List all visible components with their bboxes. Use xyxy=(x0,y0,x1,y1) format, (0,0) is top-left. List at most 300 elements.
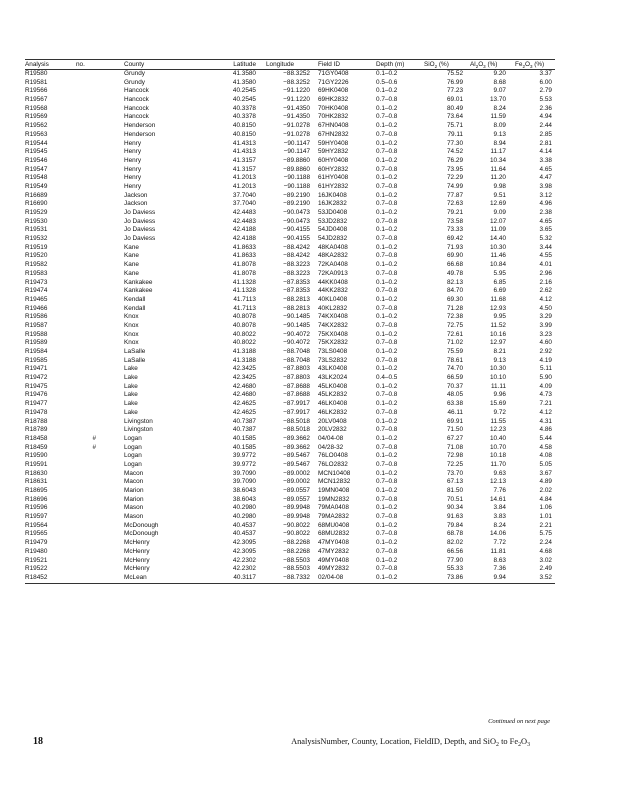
cell-depth: 0.1–0.2 xyxy=(376,469,398,477)
cell-analysis: R18458 xyxy=(25,434,48,442)
cell-fe2o3: 3.02 xyxy=(539,556,552,564)
cell-fe2o3: 2.16 xyxy=(539,278,552,286)
cell-longitude: −89.8860 xyxy=(283,165,310,173)
cell-field-id: 20LV0408 xyxy=(318,417,347,425)
cell-sio2: 68.78 xyxy=(447,530,463,538)
cell-county: Grundy xyxy=(124,78,145,86)
cell-fe2o3: 4.89 xyxy=(539,478,552,486)
cell-no xyxy=(76,70,124,79)
cell-county: Lake xyxy=(124,400,138,408)
cell-fe2o3: 2.02 xyxy=(539,487,552,494)
table-row xyxy=(25,418,555,427)
cell-fe2o3: 1.01 xyxy=(539,513,552,521)
table-row xyxy=(25,174,555,183)
cell-fe2o3: 4.65 xyxy=(539,165,552,173)
cell-sio2: 77.90 xyxy=(447,556,463,564)
cell-field-id: 76LO2832 xyxy=(318,460,348,468)
cell-county: Hancock xyxy=(124,96,149,104)
cell-fe2o3: 4.09 xyxy=(539,382,552,390)
cell-field-id: 68MU0408 xyxy=(318,521,350,529)
cell-county: Mason xyxy=(124,513,144,521)
cell-analysis: R19566 xyxy=(25,87,48,95)
cell-longitude: −90.1485 xyxy=(283,313,310,321)
cell-al2o3: 9.94 xyxy=(470,574,515,583)
cell-analysis: R19591 xyxy=(25,460,48,468)
cell-analysis: R19548 xyxy=(25,174,48,182)
cell-field-id: MCN10408 xyxy=(318,469,351,477)
header-al2o3-text: Al xyxy=(470,61,476,68)
table-row xyxy=(25,183,555,192)
cell-analysis: R18695 xyxy=(25,487,48,494)
cell-field-id: 53JD0408 xyxy=(318,209,348,216)
table-row xyxy=(25,322,555,331)
cell-county: Lake xyxy=(124,391,138,399)
cell-fe2o3: 4.60 xyxy=(539,339,552,347)
cell-field-id: 74KX0408 xyxy=(318,313,348,321)
cell-field-id: 69HK2832 xyxy=(318,96,349,104)
cell-no xyxy=(76,296,124,305)
cell-depth: 0.1–0.2 xyxy=(376,122,398,130)
cell-latitude: 42.3425 xyxy=(232,365,256,373)
table-row xyxy=(25,331,555,340)
cell-al2o3: 6.69 xyxy=(493,287,506,295)
cell-depth: 0.7–0.8 xyxy=(376,304,398,312)
cell-latitude: 40.2980 xyxy=(232,513,256,521)
cell-depth: 0.1–0.2 xyxy=(376,330,398,338)
cell-analysis: R19584 xyxy=(25,348,48,355)
cell-fe2o3: 4.50 xyxy=(539,304,552,312)
cell-field-id: 60HY2832 xyxy=(318,165,349,173)
cell-al2o3: 9.96 xyxy=(493,391,506,399)
cell-latitude: 41.1328 xyxy=(232,278,256,286)
cell-field-id: 45LK2832 xyxy=(318,391,348,399)
cell-depth: 0.1–0.2 xyxy=(376,539,398,547)
cell-longitude: −90.8022 xyxy=(283,521,310,529)
cell-fe2o3: 4.96 xyxy=(539,200,552,208)
cell-analysis: R19597 xyxy=(25,513,48,521)
cell-latitude: 42.4625 xyxy=(232,400,256,408)
cell-field-id: 19MN2832 xyxy=(318,495,350,503)
cell-sio2: 73.95 xyxy=(447,165,463,173)
table-row xyxy=(25,166,555,175)
cell-fe2o3: 4.94 xyxy=(539,113,552,121)
cell-sio2: 70.37 xyxy=(447,382,463,390)
cell-analysis: R19590 xyxy=(25,452,48,460)
cell-sio2: 69.90 xyxy=(447,252,463,260)
cell-latitude: 40.3378 xyxy=(232,113,256,121)
cell-fe2o3: 3.44 xyxy=(539,243,552,251)
cell-longitude: −90.1188 xyxy=(283,182,310,190)
cell-field-id: 79MA0408 xyxy=(318,504,349,512)
cell-sio2: 66.59 xyxy=(447,374,463,382)
cell-depth: 0.7–0.8 xyxy=(376,182,398,190)
cell-latitude: 41.8633 xyxy=(232,243,256,251)
cell-field-id: 43LK2024 xyxy=(318,374,348,382)
table-row xyxy=(25,565,555,574)
cell-analysis: R19585 xyxy=(25,356,48,364)
cell-depth: 0.1–0.2 xyxy=(376,556,398,564)
cell-analysis: R19588 xyxy=(25,330,48,338)
cell-longitude: −89.8860 xyxy=(283,156,310,164)
cell-county: Knox xyxy=(124,339,139,347)
cell-longitude: −89.9948 xyxy=(283,504,310,512)
cell-county: Livingston xyxy=(124,426,153,434)
cell-county: Henry xyxy=(124,156,142,164)
cell-depth: 0.7–0.8 xyxy=(376,321,398,329)
cell-county: Jackson xyxy=(124,200,148,208)
table-row xyxy=(25,470,555,479)
table-row xyxy=(25,504,555,513)
table-caption xyxy=(291,737,530,746)
cell-sio2: 79.21 xyxy=(447,209,463,216)
cell-latitude: 39.7090 xyxy=(232,478,256,486)
cell-longitude: −89.2190 xyxy=(283,191,310,199)
cell-depth: 0.7–0.8 xyxy=(376,495,398,503)
cell-field-id: 54JD2832 xyxy=(318,235,348,243)
cell-latitude: 40.8078 xyxy=(232,313,256,321)
cell-no xyxy=(76,87,124,96)
cell-field-id: 59HY0408 xyxy=(318,139,349,147)
cell-county: Mason xyxy=(124,504,144,512)
cell-no xyxy=(76,96,124,105)
cell-longitude: −88.3252 xyxy=(283,70,310,77)
cell-fe2o3: 5.32 xyxy=(539,235,552,243)
cell-county: Hancock xyxy=(124,87,149,95)
cell-field-id: MCN12832 xyxy=(318,478,351,486)
cell-no xyxy=(76,557,124,566)
cell-al2o3: 10.84 xyxy=(490,261,506,269)
cell-depth: 0.7–0.8 xyxy=(376,200,398,208)
cell-depth: 0.4–0.5 xyxy=(376,374,398,382)
cell-sio2: 71.02 xyxy=(447,339,463,347)
cell-latitude: 38.6043 xyxy=(232,487,256,494)
cell-latitude: 40.8078 xyxy=(232,321,256,329)
cell-depth: 0.7–0.8 xyxy=(376,460,398,468)
cell-sio2: 74.70 xyxy=(447,365,463,373)
cell-fe2o3: 2.81 xyxy=(539,139,552,147)
cell-field-id: 74KX2832 xyxy=(318,321,348,329)
cell-longitude: −88.7332 xyxy=(266,574,318,583)
cell-analysis: R19565 xyxy=(25,530,48,538)
cell-fe2o3: 5.53 xyxy=(539,96,552,104)
cell-depth: 0.7–0.8 xyxy=(376,513,398,521)
cell-county: Kendall xyxy=(124,304,146,312)
cell-analysis: R18789 xyxy=(25,426,48,434)
cell-al2o3: 11.55 xyxy=(490,417,506,425)
cell-analysis: R19549 xyxy=(25,182,48,190)
cell-al2o3: 11.20 xyxy=(490,174,506,182)
cell-field-id: 73LS2832 xyxy=(318,356,348,364)
cell-no xyxy=(76,174,124,183)
cell-sio2: 67.13 xyxy=(447,478,463,486)
cell-analysis: R19475 xyxy=(25,382,48,390)
cell-sio2: 49.78 xyxy=(447,269,463,277)
header-analysis: Analysis xyxy=(25,60,76,70)
cell-no xyxy=(76,140,124,149)
cell-al2o3: 10.40 xyxy=(490,434,506,442)
cell-county: Livingston xyxy=(124,417,153,425)
cell-sio2: 77.30 xyxy=(447,139,463,147)
cell-al2o3: 12.69 xyxy=(490,200,506,208)
cell-county: McHenry xyxy=(124,556,150,564)
cell-latitude: 41.3580 xyxy=(232,70,256,77)
cell-longitude: −89.3662 xyxy=(283,443,310,451)
cell-sio2: 73.33 xyxy=(447,226,463,234)
cell-longitude: −91.4350 xyxy=(283,104,310,112)
cell-field-id: 72KA0913 xyxy=(318,269,348,277)
cell-longitude: −88.3252 xyxy=(283,78,310,86)
caption-sub-2: 2 xyxy=(518,742,521,748)
cell-al2o3: 10.10 xyxy=(490,374,506,382)
cell-depth: 0.1–0.2 xyxy=(376,156,398,164)
header-longitude: Longitude xyxy=(266,60,318,70)
cell-analysis: R18788 xyxy=(25,417,48,425)
table-row xyxy=(25,391,555,400)
cell-fe2o3: 5.75 xyxy=(539,530,552,538)
cell-analysis: R19564 xyxy=(25,521,48,529)
cell-depth: 0.7–0.8 xyxy=(376,339,398,347)
cell-longitude: −89.2190 xyxy=(283,200,310,208)
cell-analysis: R18696 xyxy=(25,495,48,503)
cell-depth: 0.1–0.2 xyxy=(376,452,398,460)
cell-latitude: 41.7113 xyxy=(233,304,256,312)
cell-longitude: −87.8688 xyxy=(283,382,310,390)
cell-sio2: 82.02 xyxy=(447,539,463,547)
cell-latitude: 42.4483 xyxy=(232,217,256,225)
cell-longitude: −88.5018 xyxy=(283,417,310,425)
cell-al2o3: 8.68 xyxy=(493,78,506,86)
cell-latitude: 37.7040 xyxy=(232,191,256,199)
cell-sio2: 75.59 xyxy=(447,348,463,355)
cell-field-id: 40KL0408 xyxy=(318,295,348,303)
cell-analysis: R19520 xyxy=(25,252,48,260)
cell-depth: 0.1–0.2 xyxy=(376,174,398,182)
cell-depth: 0.7–0.8 xyxy=(376,148,398,156)
cell-longitude: −89.5467 xyxy=(283,452,310,460)
cell-sio2: 71.28 xyxy=(447,304,463,312)
header-sio2-sub: 2 xyxy=(434,64,438,69)
cell-sio2: 67.27 xyxy=(447,434,463,442)
cell-analysis: R18459 xyxy=(25,443,48,451)
cell-depth: 0.1–0.2 xyxy=(376,278,398,286)
cell-latitude: 37.7040 xyxy=(232,200,256,208)
cell-county: Grundy xyxy=(124,70,145,77)
cell-depth: 0.7–0.8 xyxy=(376,443,398,451)
continued-note: Continued on next page xyxy=(488,718,550,725)
cell-longitude: −88.3223 xyxy=(283,261,310,269)
cell-al2o3: 8.09 xyxy=(493,122,506,130)
cell-county: Jo Daviess xyxy=(124,217,156,225)
cell-analysis: R19477 xyxy=(25,400,48,408)
cell-field-id: 70HK0408 xyxy=(318,104,349,112)
cell-analysis: R19473 xyxy=(25,278,48,286)
cell-latitude: 40.2545 xyxy=(232,87,256,95)
cell-latitude: 41.4313 xyxy=(232,139,256,147)
cell-al2o3: 10.30 xyxy=(490,365,506,373)
cell-no xyxy=(76,157,124,166)
cell-latitude: 42.4188 xyxy=(232,235,256,243)
cell-depth: 0.1–0.2 xyxy=(376,400,398,408)
cell-depth: 0.5–0.6 xyxy=(376,78,398,86)
cell-fe2o3: 4.01 xyxy=(539,261,552,269)
cell-field-id: 40KL2832 xyxy=(318,304,348,312)
cell-no xyxy=(76,148,124,157)
cell-al2o3: 11.64 xyxy=(490,165,506,173)
header-sio2-text: SiO xyxy=(424,61,435,68)
cell-al2o3: 9.95 xyxy=(493,313,506,321)
cell-no xyxy=(76,131,124,140)
cell-latitude: 40.3378 xyxy=(232,104,256,112)
cell-longitude: −88.2813 xyxy=(283,295,310,303)
cell-no xyxy=(76,244,124,253)
cell-county: Logan xyxy=(124,443,142,451)
cell-al2o3: 15.69 xyxy=(490,400,506,408)
caption-sub-3: 3 xyxy=(527,742,530,748)
cell-analysis: R19474 xyxy=(25,287,48,295)
cell-latitude: 42.3425 xyxy=(232,374,256,382)
cell-analysis: R19587 xyxy=(25,321,48,329)
cell-county: Lake xyxy=(124,374,138,382)
cell-sio2: 76.99 xyxy=(447,78,463,86)
table-row xyxy=(25,287,555,296)
table-row xyxy=(25,574,555,583)
cell-analysis: R19582 xyxy=(25,261,48,269)
cell-longitude: −87.8803 xyxy=(283,365,310,373)
cell-latitude: 40.7387 xyxy=(232,426,256,434)
cell-field-id: 72KA0408 xyxy=(318,261,348,269)
cell-county: Lake xyxy=(124,382,138,390)
cell-al2o3: 13.70 xyxy=(490,96,506,104)
cell-no xyxy=(76,470,124,479)
cell-fe2o3: 4.84 xyxy=(539,495,552,503)
cell-analysis: R19465 xyxy=(25,295,48,303)
cell-al2o3: 7.76 xyxy=(493,487,506,494)
cell-sio2: 79.11 xyxy=(447,130,463,138)
table-row xyxy=(25,235,555,244)
cell-analysis: R19547 xyxy=(25,165,48,173)
cell-longitude: −87.8353 xyxy=(283,287,310,295)
cell-fe2o3: 4.58 xyxy=(539,443,552,451)
cell-sio2: 46.11 xyxy=(447,408,463,416)
cell-longitude: −87.9917 xyxy=(283,400,310,408)
cell-depth: 0.7–0.8 xyxy=(376,113,398,121)
cell-analysis: R19479 xyxy=(25,539,48,547)
cell-longitude: −88.3223 xyxy=(283,269,310,277)
cell-analysis: R19532 xyxy=(25,235,48,243)
cell-fe2o3: 4.31 xyxy=(539,417,552,425)
table-row xyxy=(25,400,555,409)
cell-fe2o3: 5.44 xyxy=(539,434,552,442)
cell-fe2o3: 4.47 xyxy=(539,174,552,182)
cell-longitude: −89.3662 xyxy=(283,434,310,442)
cell-depth: 0.7–0.8 xyxy=(376,547,398,555)
header-fe2o3-sub2: 3 xyxy=(529,64,533,69)
cell-depth: 0.7–0.8 xyxy=(376,408,398,416)
table-row xyxy=(25,530,555,539)
cell-depth: 0.1–0.2 xyxy=(376,574,424,583)
cell-fe2o3: 2.36 xyxy=(539,104,552,112)
cell-latitude: 41.4313 xyxy=(232,148,256,156)
cell-al2o3: 3.84 xyxy=(493,504,506,512)
cell-county: Henry xyxy=(124,174,142,182)
cell-analysis: R19544 xyxy=(25,139,48,147)
cell-field-id: 20LV2832 xyxy=(318,426,347,434)
caption-o: O xyxy=(521,737,528,746)
cell-depth: 0.7–0.8 xyxy=(376,356,398,364)
cell-fe2o3: 3.37 xyxy=(539,70,552,77)
header-latitude: Latitude xyxy=(201,60,266,70)
cell-longitude: −87.8688 xyxy=(283,391,310,399)
cell-longitude: −88.2813 xyxy=(283,304,310,312)
cell-sio2: 74.52 xyxy=(447,148,463,156)
cell-county: LaSalle xyxy=(124,356,146,364)
cell-depth: 0.1–0.2 xyxy=(376,104,398,112)
cell-no xyxy=(76,218,124,227)
header-fe2o3-text: Fe xyxy=(515,61,523,68)
cell-no xyxy=(76,565,124,574)
cell-field-id: 68MU2832 xyxy=(318,530,350,538)
cell-al2o3: 9.98 xyxy=(493,182,506,190)
table-row xyxy=(25,496,555,505)
cell-field-id: 61HY2832 xyxy=(318,182,349,190)
cell-latitude: 41.1328 xyxy=(232,287,256,295)
cell-county: Jo Daviess xyxy=(124,235,156,243)
cell-latitude: 40.8022 xyxy=(232,330,256,338)
cell-al2o3: 12.23 xyxy=(490,426,506,434)
cell-field-id: 53JD2832 xyxy=(318,217,348,225)
table-row xyxy=(25,339,555,348)
cell-longitude: −90.0473 xyxy=(283,217,310,225)
cell-longitude: −90.4155 xyxy=(283,235,310,243)
cell-analysis: R19471 xyxy=(25,365,48,373)
cell-county: Kendall xyxy=(124,295,146,303)
cell-county: McDonough xyxy=(124,530,159,538)
cell-depth: 0.1–0.2 xyxy=(376,434,398,442)
cell-no xyxy=(76,339,124,348)
cell-latitude: 41.3157 xyxy=(232,165,256,173)
cell-fe2o3: 2.24 xyxy=(539,539,552,547)
cell-al2o3: 14.61 xyxy=(490,495,506,503)
cell-fe2o3: 3.23 xyxy=(539,330,552,338)
cell-longitude: −89.0002 xyxy=(283,469,310,477)
cell-field-id: 79MA2832 xyxy=(318,513,349,521)
cell-longitude: −87.8353 xyxy=(283,278,310,286)
cell-depth: 0.1–0.2 xyxy=(376,295,398,303)
cell-no xyxy=(76,383,124,392)
cell-longitude: −90.1485 xyxy=(283,321,310,329)
cell-fe2o3: 6.00 xyxy=(539,78,552,86)
cell-county: Kankakee xyxy=(124,287,153,295)
cell-analysis: R19530 xyxy=(25,217,48,225)
cell-no xyxy=(76,530,124,539)
cell-sio2: 72.29 xyxy=(447,174,463,182)
cell-no xyxy=(76,322,124,331)
table-row xyxy=(25,148,555,157)
cell-county: Marion xyxy=(124,495,144,503)
cell-fe2o3: 4.12 xyxy=(539,295,552,303)
cell-no xyxy=(76,113,124,122)
cell-sio2: 72.38 xyxy=(447,313,463,321)
cell-sio2: 63.38 xyxy=(447,400,463,408)
cell-no xyxy=(76,226,124,235)
cell-field-id: 44KK2832 xyxy=(318,287,348,295)
cell-field-id: 48KA0408 xyxy=(318,243,348,251)
cell-latitude: 40.8150 xyxy=(232,122,256,130)
cell-latitude: 41.3188 xyxy=(232,348,256,355)
cell-field-id: 46LK0408 xyxy=(318,400,348,408)
table-row xyxy=(25,522,555,531)
cell-al2o3: 8.24 xyxy=(493,104,506,112)
